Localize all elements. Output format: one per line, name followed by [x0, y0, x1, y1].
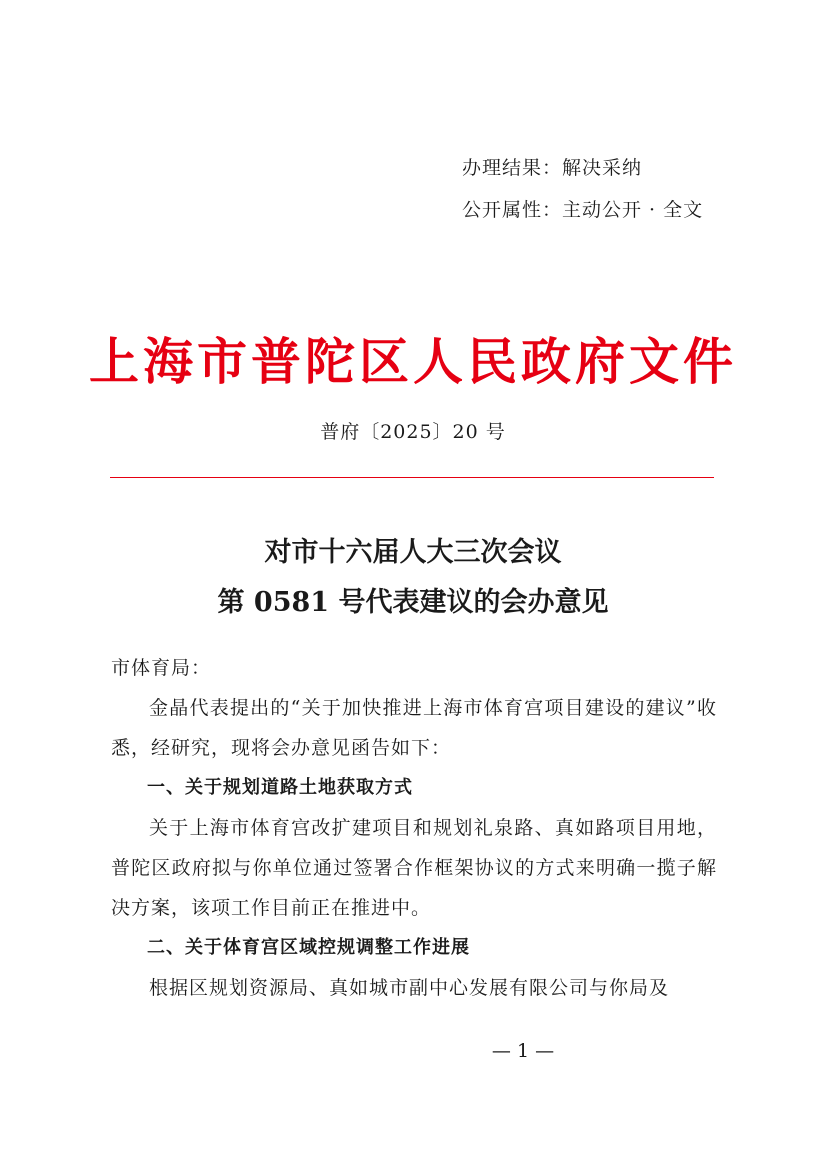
section-1-paragraph: 关于上海市体育宫改扩建项目和规划礼泉路、真如路项目用地，普陀区政府拟与你单位通过签署合作框架协议的方式来明确一揽子解决方案，该项工作目前正在推进中。: [111, 817, 717, 919]
document-title-line-2: 第 0581 号代表建议的会办意见: [217, 587, 609, 618]
section-2-heading: 二、关于体育宫区域控规调整工作进展: [147, 937, 470, 958]
document-number: 普府〔2025〕20 号: [320, 421, 506, 443]
handling-result: 办理结果：解决采纳: [462, 157, 643, 179]
government-document-title: 上海市普陀区人民政府文件: [89, 332, 737, 391]
document-title-line-1: 对市十六届人大三次会议: [264, 537, 562, 568]
section-1-heading: 一、关于规划道路土地获取方式: [147, 777, 413, 798]
section-2-paragraph: 根据区规划资源局、真如城市副中心发展有限公司与你局及: [149, 977, 670, 999]
intro-paragraph: 金晶代表提出的“关于加快推进上海市体育宫项目建设的建议”收悉，经研究，现将会办意见函告如下：: [111, 697, 717, 759]
page-number: — 1 —: [491, 1040, 555, 1062]
document-body: [111, 648, 717, 1008]
disclosure-attribute: 公开属性：主动公开 · 全文: [462, 199, 704, 221]
salutation: 市体育局：: [111, 657, 212, 679]
red-divider-line: [110, 477, 714, 478]
